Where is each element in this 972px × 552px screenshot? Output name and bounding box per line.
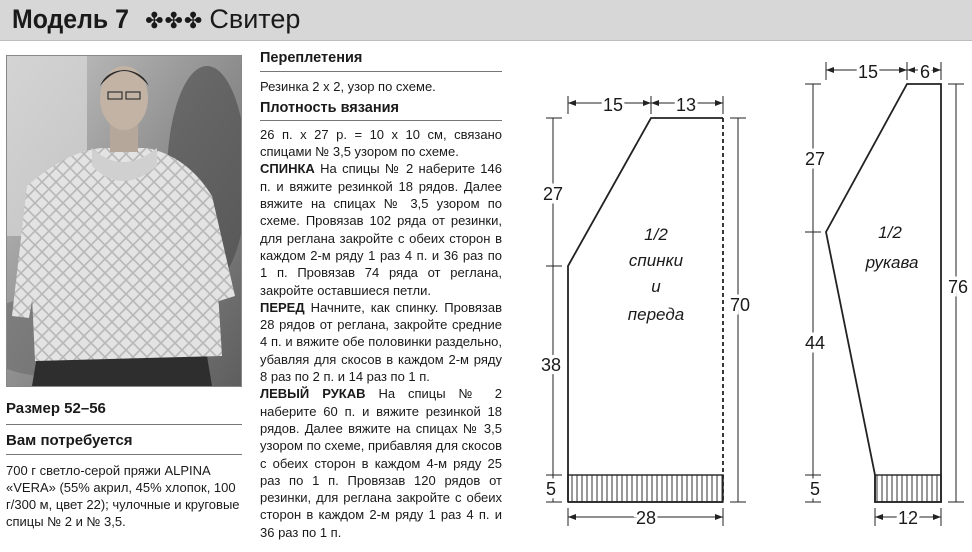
sleeve-top-left-dim: 15 — [857, 62, 879, 82]
sleeve-side-bottom-dim: 5 — [809, 479, 821, 499]
body-height-dim: 70 — [729, 295, 751, 315]
body-label-line3: и — [651, 277, 661, 296]
body-side-bottom-dim: 5 — [545, 479, 557, 499]
sleeve-top-right-dim: 6 — [919, 62, 931, 82]
size-heading: Размер 52–56 — [6, 400, 106, 417]
sleeve-keyword: ЛЕВЫЙ РУКАВ — [260, 386, 366, 402]
sleeve-label-line2: рукава — [865, 253, 919, 272]
sleeve-outline — [826, 84, 941, 502]
body-side-middle-dim: 38 — [540, 355, 562, 375]
back-keyword: СПИНКА — [260, 161, 315, 177]
sleeve-pattern — [805, 62, 968, 528]
sleeve-height-dim: 76 — [947, 277, 969, 297]
sleeve-label-line1: 1/2 — [878, 223, 902, 242]
density-heading: Плотность вязания — [260, 99, 399, 116]
body-top-left-dim: 15 — [602, 95, 624, 115]
materials-text: 700 г светло-серой пряжи ALPINA «VERA» (55% акрил, 45% хлопок, 100 г/300 м, цвет 22); чулочные и круговые спицы № 2 и № 3,5. — [6, 463, 240, 529]
materials-heading: Вам потребуется — [6, 432, 133, 449]
sleeve-width-dim: 12 — [897, 508, 919, 528]
item-name: Свитер — [209, 4, 301, 34]
ornament-icon: ✤✤✤ — [145, 8, 204, 33]
body-label-line2: спинки — [628, 251, 684, 270]
sleeve-rib-band — [875, 475, 941, 502]
body-pattern — [541, 95, 750, 528]
density-text: 26 п. х 27 р. = 10 х 10 см, связано спицами № 3,5 узором по схеме. — [260, 126, 502, 160]
sleeve-side-middle-dim: 44 — [804, 333, 826, 353]
weaves-text: Резинка 2 х 2, узор по схеме. — [260, 79, 436, 95]
body-width-dim: 28 — [635, 508, 657, 528]
front-text: Начните, как спинку. Провязав 28 рядов от реглана, закройте средние 4 п. и вяжите обе половинки раздельно, убавляя для скосов в каждом 2-м ряду 8 раз по 2 п. и 14 раз по 1 п. — [260, 299, 502, 385]
body-side-upper-dim: 27 — [542, 184, 564, 204]
sleeve-side-upper-dim: 27 — [804, 149, 826, 169]
body-top-right-dim: 13 — [675, 95, 697, 115]
body-label-line4: переда — [627, 305, 685, 324]
weaves-heading: Переплетения — [260, 50, 363, 66]
model-number: Модель 7 — [12, 4, 129, 34]
back-text: На спицы № 2 наберите 146 п. и вяжите резинкой 18 рядов. Далее вяжите на спицах № 3,5 узором по схеме. Провязав 102 ряда от резинки, для реглана закройте с обеих сторон в каждом 2-м ряду 1 раз 4 п. и 36 раз по 1 п. Провязав 74 ряда от реглана, закройте оставшиеся петли. — [260, 161, 502, 298]
front-keyword: ПЕРЕД — [260, 299, 305, 315]
rib-band — [568, 475, 723, 502]
sleeve-text: На спицы № 2 наберите 60 п. и вяжите резинкой 18 рядов. Далее вяжите на спицах № 3,5 узором по схеме, прибавляя для скосов с обеих сторон в каждом 4-м ряду 25 раз по 1 п. Провязав 120 рядов от резинки, для реглана закройте с обеих сторон в каждом 2-м ряду 1 раз 4 п. и 36 раз по 1 п. — [260, 386, 502, 540]
body-label-line1: 1/2 — [644, 225, 668, 244]
